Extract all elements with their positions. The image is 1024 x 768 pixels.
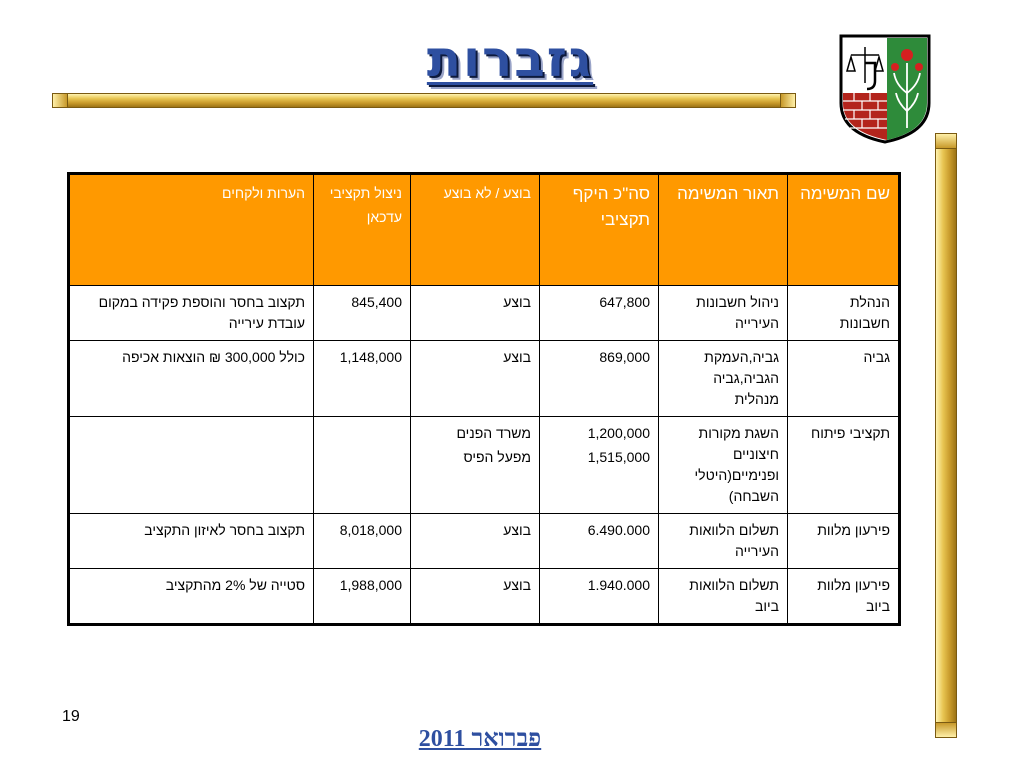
cell-notes: סטייה של 2% מהתקציב [69,569,314,625]
table-row [69,286,900,341]
cell-budget-utilization: 1,148,000 [314,341,411,417]
cell-budget-utilization: 8,018,000 [314,514,411,569]
cell-notes: כולל 300,000 ₪ הוצאות אכיפה [69,341,314,417]
decorative-horizontal-bar [52,93,796,108]
header-notes: הערות ולקחים [69,174,314,286]
footer-date: פברואר 2011 [418,726,542,752]
cell-status: בוצע [411,341,540,417]
decorative-vertical-bar [935,133,957,738]
cell-status: משרד הפנים מפעל הפיס [411,417,540,514]
cell-total-budget: 869,000 [540,341,659,417]
tasks-table [67,172,901,626]
table-row [69,514,900,569]
table-row [69,417,900,514]
table-row [69,569,900,625]
cell-task-description: תשלום הלוואות ביוב [659,569,788,625]
cell-total-budget: 1,200,000 1,515,000 [540,417,659,514]
cell-task-name: פירעון מלוות [788,514,900,569]
cell-task-description: ניהול חשבונות העירייה [659,286,788,341]
cell-budget-utilization: 1,988,000 [314,569,411,625]
cell-task-name: הנהלת חשבונות [788,286,900,341]
cell-task-description: גביה,העמקת הגביה,גביה מנהלית [659,341,788,417]
cell-task-name: פירעון מלוות ביוב [788,569,900,625]
header-total-budget: סה"כ היקף תקציבי [540,174,659,286]
cell-total-budget: 1.940.000 [540,569,659,625]
cell-task-description: השגת מקורות חיצוניים ופנימיים(היטלי השבחה) [659,417,788,514]
cell-notes: תקצוב בחסר והוספת פקידה במקום עובדת עירייה [69,286,314,341]
header-task-name: שם המשימה [788,174,900,286]
header-task-description: תאור המשימה [659,174,788,286]
cell-task-name: גביה [788,341,900,417]
cell-status: בוצע [411,569,540,625]
page-number: 19 [62,708,80,725]
cell-total-budget: 647,800 [540,286,659,341]
cell-task-name: תקציבי פיתוח [788,417,900,514]
cell-task-description: תשלום הלוואות העירייה [659,514,788,569]
cell-status: בוצע [411,286,540,341]
header-budget-utilization: ניצול תקציבי עדכאן [314,174,411,286]
municipal-emblem-icon [838,33,932,145]
cell-notes [69,417,314,514]
header-status: בוצע / לא בוצע [411,174,540,286]
cell-notes: תקצוב בחסר לאיזון התקציב [69,514,314,569]
cell-budget-utilization: 845,400 [314,286,411,341]
cell-total-budget: 6.490.000 [540,514,659,569]
table-row [69,341,900,417]
table-header-row [69,174,900,286]
page-title: גזברות [426,30,594,88]
cell-budget-utilization [314,417,411,514]
cell-status: בוצע [411,514,540,569]
